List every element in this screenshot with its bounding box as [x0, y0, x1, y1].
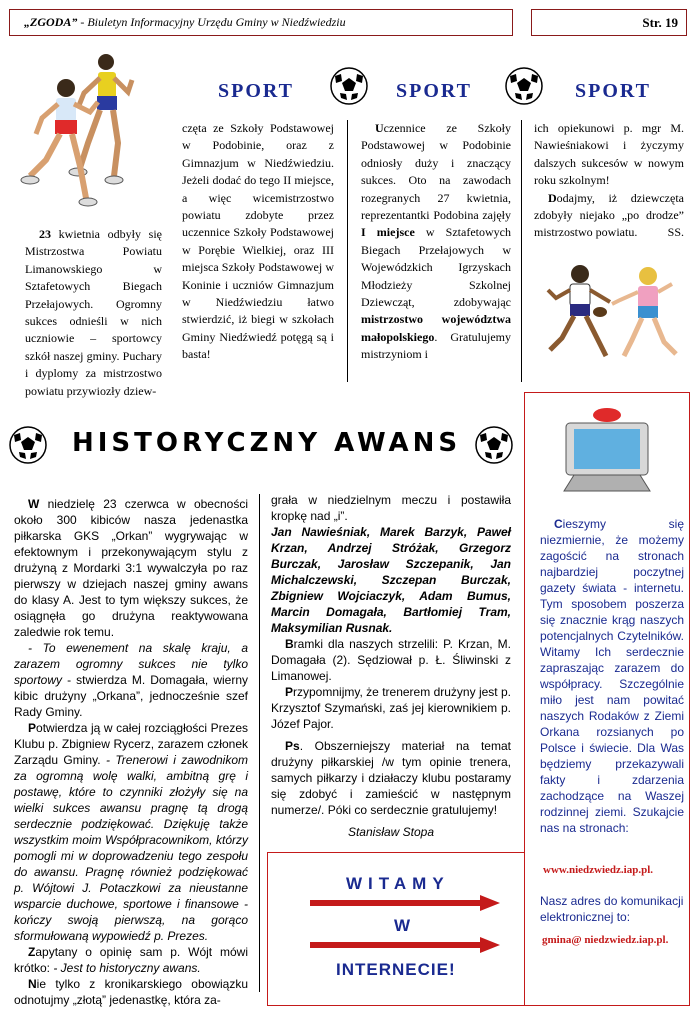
awans-paragraph: ie tylko z kronikarskiego obowiązku odnotujmy „złotą” jedenastkę, która za-	[14, 977, 248, 1007]
website-link[interactable]: www.niedzwiedz.iap.pl.	[543, 864, 654, 876]
dropcap: 23	[39, 227, 51, 241]
dropcap: Z	[28, 945, 36, 959]
column-divider	[521, 120, 522, 382]
awans-paragraph: rzypomnijmy, że trenerem drużyny jest p. Krzysztof Szymański, zaś jej kierownikiem p. Józef Pajor.	[271, 685, 511, 731]
soccer-ball-icon	[329, 66, 369, 106]
sport-col3-bold: I miejsce	[361, 225, 415, 240]
awans-quote: - Trenerowi i zawodnikom za ogromną wolę walki, ambitną grę i postawę, które to czynniki złożyły się na wielki sukces awansu pragnę tą drogą serdecznie podziękować. Dziękuję także wszystkim moim Współpracownikom, którzy pomogli mi w doprowadzeniu tego zespołu do awansu. Pragnę również podziękować p. Wójtowi J. Potaczkowi za nieustanne wsparcie duchowe, sportowe i finansowe - kończy swoją pierwszą, na gorąco sformułowaną wypowiedź p. Prezes.	[14, 753, 249, 943]
sport-col3-bold: mistrzostwo województwa małopolskiego	[361, 312, 511, 344]
dropcap: P	[28, 721, 37, 735]
awans-right-column	[271, 492, 511, 840]
awans-quote: - To ewenement na skalę kraju, a zarazem ogromny sukces nie tylko sportowy	[14, 641, 248, 687]
email-link[interactable]: gmina@ niedzwiedz.iap.pl.	[542, 934, 669, 946]
header-bulletin-name: „ZGODA”	[24, 15, 78, 29]
runners-clipart-icon	[18, 48, 143, 213]
sport-col3-text: czennice ze Szkoły Podstawowej w Podobinie odniosły duży i znaczący sukces. Oto na zawodach rozegranych 27 kwietnia, reprezentantki Podobina zajęły	[361, 121, 511, 223]
sport-column-4	[534, 120, 684, 242]
red-arrow-icon	[310, 937, 500, 953]
author-signature: Stanisław Stopa	[347, 825, 435, 839]
awans-paragraph: niedzielę 23 czerwca w obecności około 300 kibiców nasza jedenastka piłkarska GKS „Orkan” wygrywając w efektownym i przekonywającym stylu z drużyną z Mordarki 3:1 wywalczyła po raz pierwszy w dziejach naszej gminy awans do klasy A. Jest to tym większy sukces, że osiągnęła go drużyna reaktywowana zaledwie rok temu.	[14, 497, 248, 639]
awans-paragraph: - stwierdza M. Domagała, wierny kibic drużyny „Orkana”, jednocześnie szef Rady Gminy.	[14, 673, 248, 719]
dropcap: B	[285, 637, 294, 651]
dropcap: Ps	[285, 739, 300, 753]
soccer-ball-icon	[8, 425, 48, 465]
internet-paragraph: ieszymy się niezmiernie, że możemy zagościć na stronach najbardziej poczytnej gazety świata - internetu. Tym sposobem poszerza się znacznie krąg naszych potencjalnych Czytelników. Witamy Ich serdecznie zapraszając zarazem do współpracy. Szczególnie miło jest nam powitać naszych Rodaków z Ziemi Orkana rozsianych po Polsce i świecie. Dla Was będziemy przekazywali fakty i zdarzenia zachodzące na Waszej rodzinnej ziemi. Szukajcie nas na stronach:	[540, 517, 684, 835]
dropcap: P	[285, 685, 294, 699]
sport-col2-text: częta ze Szkoły Podstawowej w Podobinie, oraz z Gimnazjum w Niedźwiedziu. Jeżeli dodać do tego II miejsce, a więc wicemistrzostwo powiatu zdobyte przez uczennice Szkoły Podstawowej w Porębie Wielkiej, oraz III miejsca Szkoły Podstawowej w Koninie i uczniów Gimnazjum w Niedźwiedziu łatwo stwierdzić, iż biegi w szkołach Gminy Niedźwiedź potęgą są i basta!	[182, 121, 334, 362]
sport-column-3	[361, 120, 511, 364]
red-arrow-icon	[310, 895, 500, 911]
awans-paragraph: apytany o opinię sam p. Wójt mówi krótko:	[14, 945, 248, 975]
dropcap: U	[375, 121, 384, 135]
email-label: Nasz adres do komunikacji elektronicznej to:	[540, 894, 684, 924]
witamy-heading: WITAMY	[346, 874, 450, 893]
internet-text	[540, 516, 684, 836]
sport-col3-text: w Sztafetowych Biegach Przełajowych w Wojewódzkich Igrzyskach Młodzieży Szkolnej Dziewcząt, zdobywając	[361, 225, 511, 310]
dropcap: D	[548, 190, 557, 205]
internecie-heading: INTERNECIE!	[336, 960, 456, 979]
sport-col4-text: ich opiekunowi p. mgr M. Nawieśniakowi i życzymy dalszych sukcesów w nowym roku szkolnym!	[534, 121, 684, 188]
sport-col1-text: kwietnia odbyły się Mistrzostwa Powiatu Limanowskiego w Sztafetowych Biegach Przełajowych. Ogromny sukces odnieśli w nich uczniowie – sportowcy szkół naszej gminy. Puchary i dyplomy za mistrzostwo powiatu przywiozły dziew-	[25, 227, 162, 398]
sport-heading-3: SPORT	[575, 80, 651, 102]
sport-heading-1: SPORT	[218, 80, 294, 102]
sport-signature: SS.	[667, 225, 684, 240]
dropcap: W	[28, 497, 40, 511]
article-title: HISTORYCZNY AWANS	[72, 428, 462, 458]
soccer-ball-icon	[504, 66, 544, 106]
awans-paragraph: ramki dla naszych strzelili: P. Krzan, M. Domagała (2). Sędziował p. Ł. Śliwinski z Limanowej.	[271, 637, 511, 683]
dropcap: C	[554, 517, 563, 531]
dropcap: N	[28, 977, 37, 991]
header-bulletin-subtitle: - Biuletyn Informacyjny Urzędu Gminy w Niedźwiedziu	[77, 15, 346, 29]
awans-paragraph: otwierdza ją w całej rozciągłości Prezes Klubu p. Zbigniew Rycerz, zarazem członek Zarządu Gminy.	[14, 721, 248, 767]
awans-quote: - Jest to historyczny awans.	[50, 961, 201, 975]
player-list: Jan Nawieśniak, Marek Barzyk, Paweł Krzan, Andrzej Stróżak, Grzegorz Burczak, Jarosław Szczepanik, Jan Michalczewski, Szczepan Burczak, Zbigniew Wojciaczyk, Adam Bumus, Marcin Domagała, Bartłomiej Tram, Maksymilian Rusnak.	[271, 525, 511, 635]
soccer-ball-icon	[474, 425, 514, 465]
computer-monitor-icon	[560, 405, 654, 495]
column-divider	[347, 120, 348, 382]
page-number: Str. 19	[531, 9, 687, 36]
awans-paragraph: grała w niedzielnym meczu i postawiła kropkę nad „i”.	[271, 493, 511, 523]
sport-col4-text: odajmy, iż dziewczęta zdobyły niejako „po drodze” mistrzostwo powiatu.	[534, 190, 684, 240]
w-heading: W	[394, 916, 415, 935]
sport-column-2	[182, 120, 334, 364]
kids-running-clipart-icon	[540, 260, 685, 365]
awans-paragraph: . Obszerniejszy materiał na temat drużyny piłkarskiej /w tym opinie trenera, samych piłkarzy i działaczy klubu postaramy się zdobyć i zamieścić w następnym numerze/. Póki co serdecznie gratulujemy!	[271, 739, 511, 817]
sport-col3-text: . Gratulujemy mistrzyniom i	[361, 329, 511, 362]
column-divider	[259, 494, 260, 992]
awans-left-column	[14, 496, 248, 1008]
sport-heading-2: SPORT	[396, 80, 472, 102]
sport-column-1	[25, 226, 162, 400]
header-title-box	[9, 9, 513, 36]
